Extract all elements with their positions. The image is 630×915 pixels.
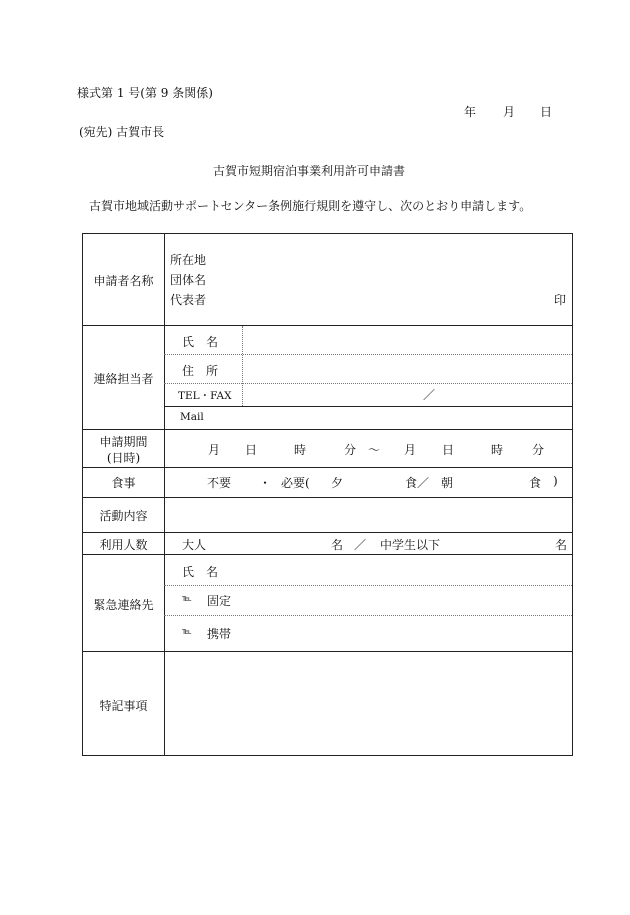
period-start-month: 月 [208, 443, 221, 457]
contact-column-divider [242, 326, 243, 406]
meal-needed: 必要( [281, 476, 310, 490]
period-end-minute: 分 [532, 443, 545, 457]
users-slash: ／ [354, 538, 367, 552]
seal-mark: 印 [554, 293, 567, 307]
period-start-hour: 時 [294, 443, 307, 457]
applicant-address-label: 所在地 [170, 253, 207, 267]
emergency-label: 緊急連絡先 [93, 598, 154, 612]
emergency-name-label: 氏 名 [182, 565, 219, 579]
meal-breakfast-unit: 食 [529, 476, 542, 490]
applicant-rep-label: 代表者 [170, 293, 207, 307]
document-title: 古賀市短期宿泊事業利用許可申請書 [213, 164, 406, 178]
contact-name-label: 氏 名 [182, 335, 219, 349]
period-label: 申請期間 [99, 435, 148, 449]
tel-fixed-icon: ℡ [182, 594, 192, 604]
users-child: 中学生以下 [380, 538, 441, 552]
date-day-label: 日 [540, 105, 553, 119]
users-child-unit: 名 [555, 538, 568, 552]
form-number: 様式第 1 号(第 9 条関係) [77, 86, 213, 100]
period-start-minute: 分 [344, 443, 357, 457]
contact-telfax-label: TEL・FAX [178, 390, 232, 402]
contact-label: 連絡担当者 [93, 372, 154, 386]
row-divider [83, 497, 572, 498]
telfax-slash: ／ [423, 388, 436, 402]
period-start-day: 日 [245, 443, 258, 457]
row-divider [83, 651, 572, 652]
users-adult: 大人 [182, 538, 207, 552]
row-divider [83, 554, 572, 555]
row-subdivider [164, 383, 572, 384]
contact-mail-label: Mail [180, 411, 204, 423]
row-subdivider [164, 406, 572, 407]
period-label-sub: (日時) [106, 451, 141, 465]
users-adult-unit: 名 [331, 538, 344, 552]
row-divider [83, 429, 572, 430]
emergency-tel-mobile-label: 携帯 [207, 627, 232, 641]
meal-separator-dot: ・ [259, 476, 272, 490]
meal-not-needed: 不要 [207, 476, 232, 490]
row-subdivider [164, 615, 572, 616]
period-end-hour: 時 [491, 443, 504, 457]
row-divider [83, 532, 572, 533]
period-end-month: 月 [404, 443, 417, 457]
contact-address-label: 住 所 [182, 364, 219, 378]
row-subdivider [164, 585, 572, 586]
remarks-label: 特記事項 [99, 699, 148, 713]
application-form-table [82, 233, 573, 756]
applicant-group-label: 団体名 [170, 273, 207, 287]
label-column-divider [164, 234, 165, 755]
meal-label: 食事 [111, 476, 136, 490]
meal-dinner-unit: 食／ [405, 476, 430, 490]
addressee: (宛先) 古賀市長 [79, 125, 165, 139]
users-label: 利用人数 [99, 538, 148, 552]
emergency-tel-fixed-label: 固定 [207, 594, 232, 608]
row-divider [83, 325, 572, 326]
applicant-label: 申請者名称 [93, 274, 154, 288]
activity-label: 活動内容 [99, 509, 148, 523]
meal-dinner: 夕 [331, 476, 344, 490]
date-year-label: 年 [464, 105, 477, 119]
row-divider [83, 467, 572, 468]
tel-mobile-icon: ℡ [182, 627, 192, 637]
period-end-day: 日 [442, 443, 455, 457]
intro-text: 古賀市地域活動サポートセンター条例施行規則を遵守し、次のとおり申請します。 [89, 199, 532, 213]
date-month-label: 月 [503, 105, 516, 119]
meal-breakfast: 朝 [441, 476, 454, 490]
period-tilde: ～ [368, 443, 381, 457]
row-subdivider [164, 354, 572, 355]
meal-close-paren: ) [553, 474, 558, 488]
